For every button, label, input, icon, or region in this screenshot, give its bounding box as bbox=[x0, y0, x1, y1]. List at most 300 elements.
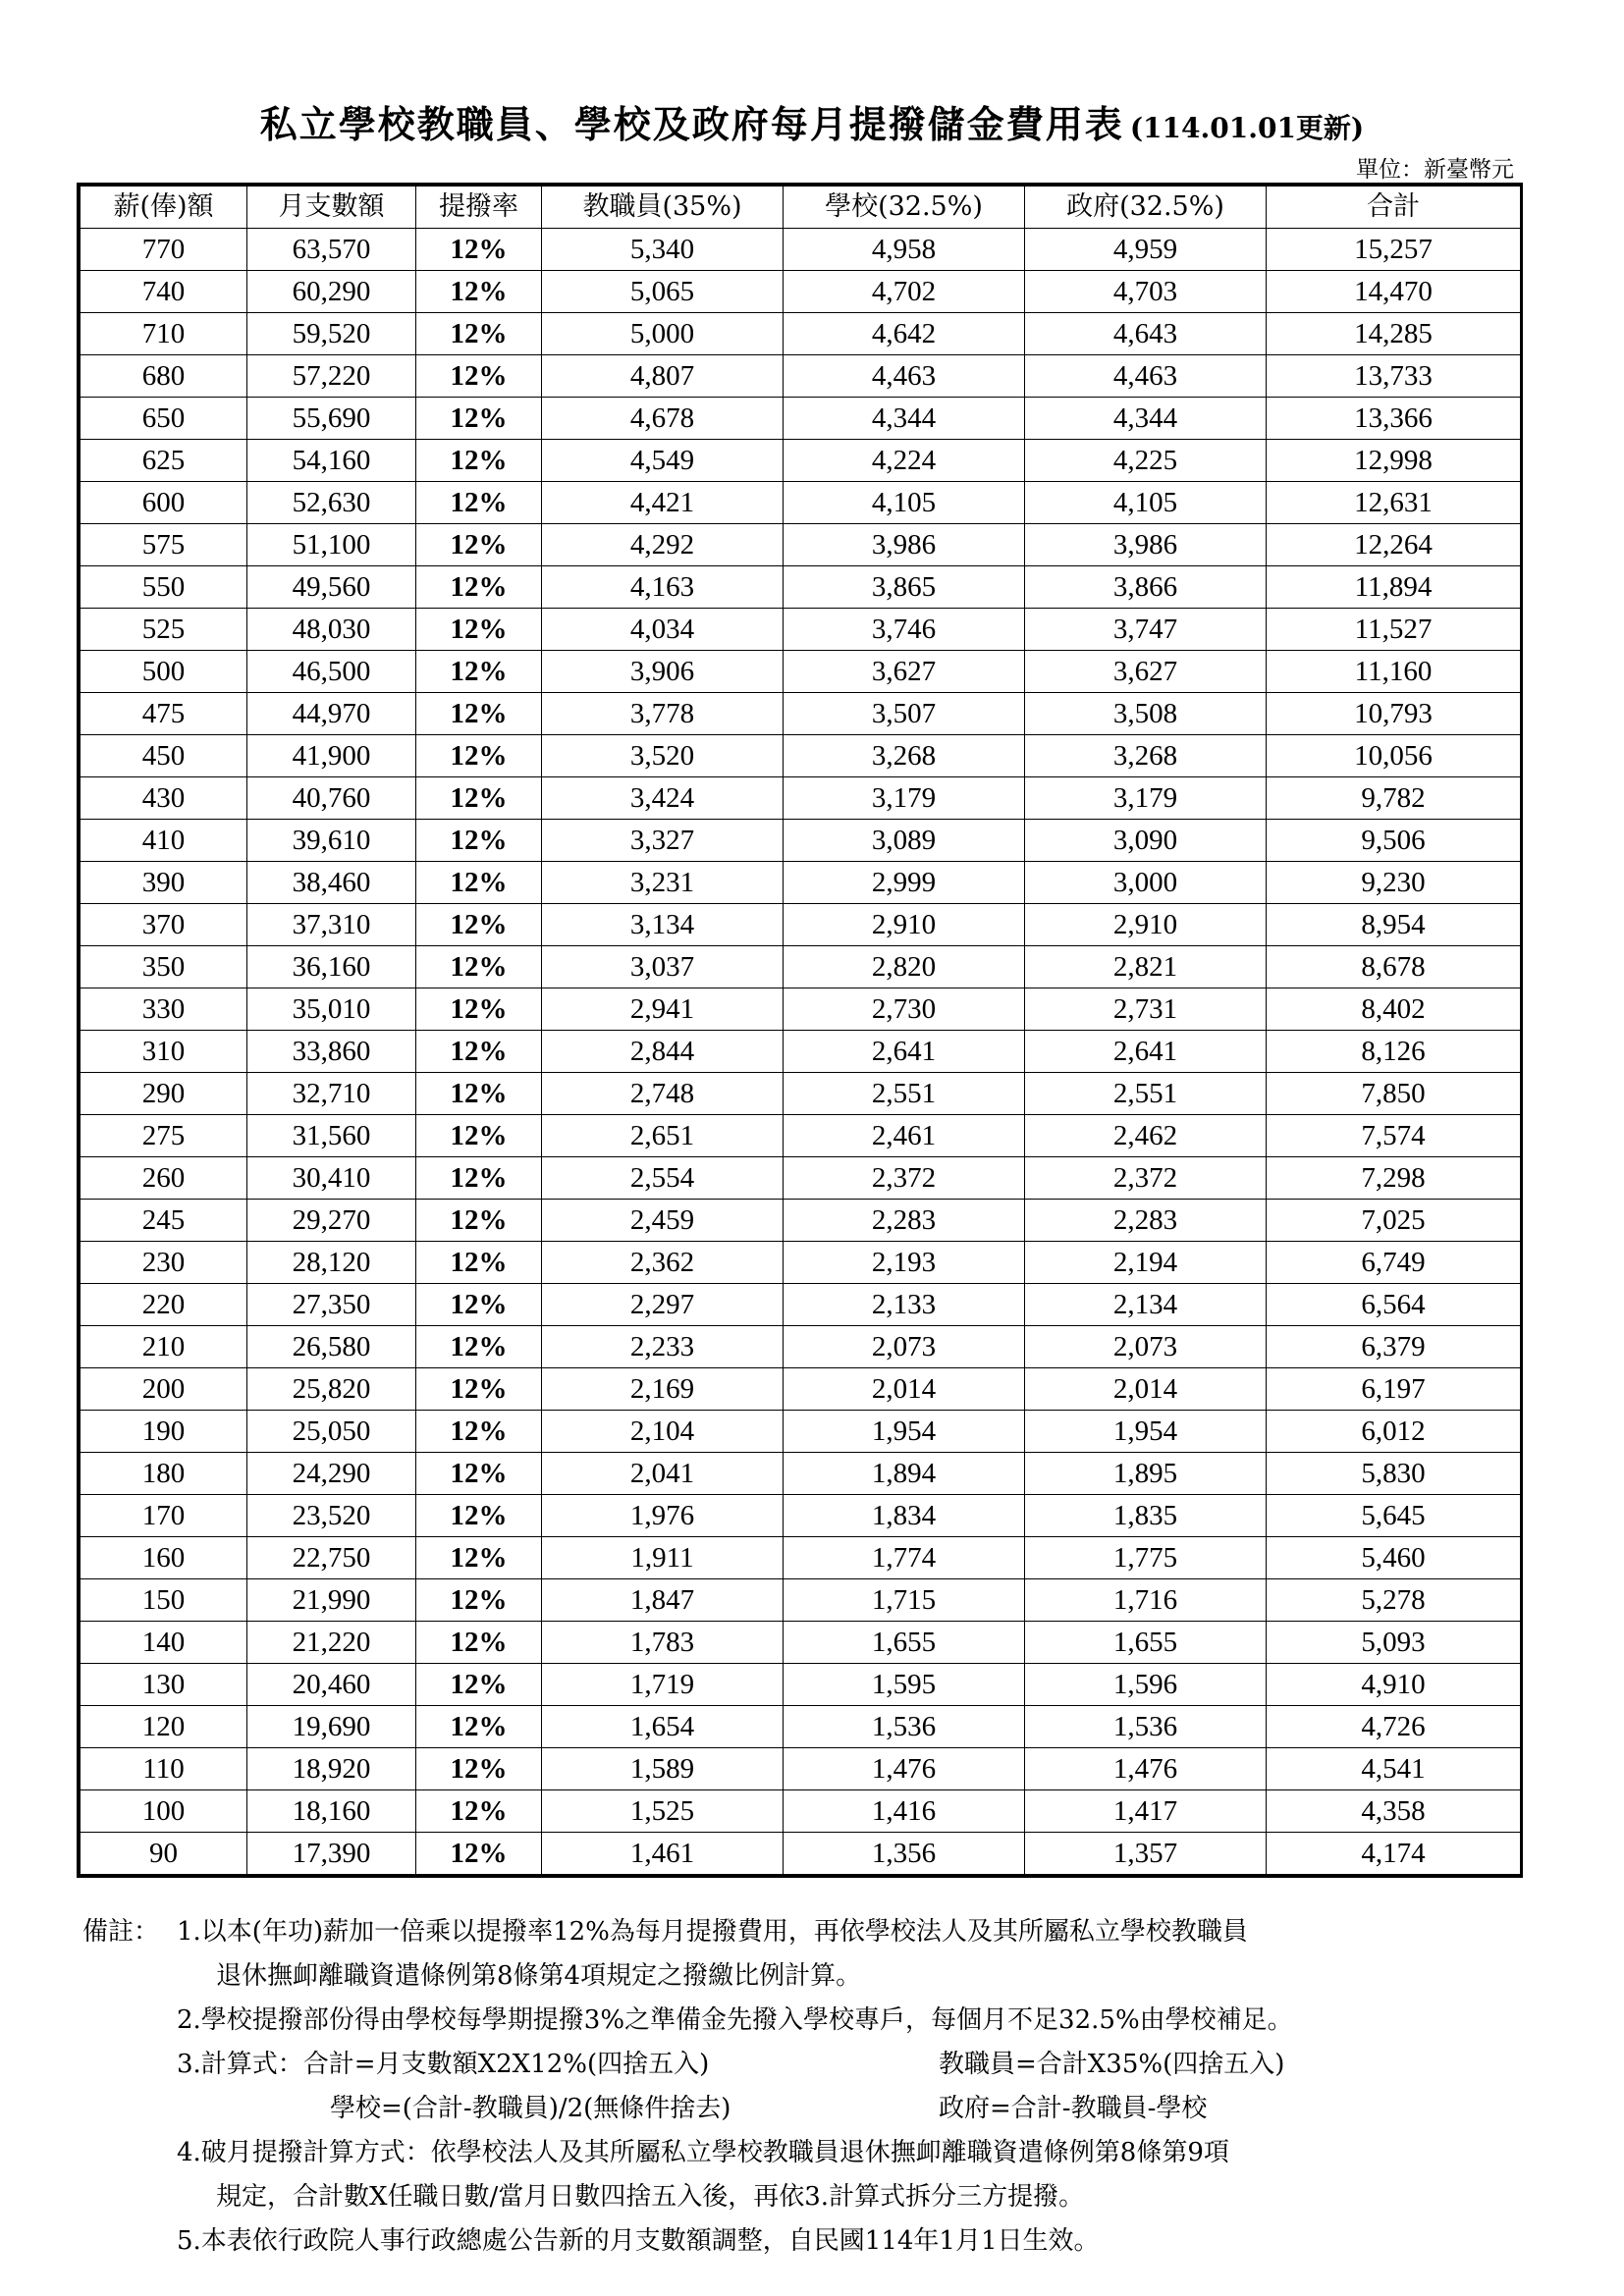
cell-monthly-amount: 25,050 bbox=[247, 1411, 416, 1453]
cell-salary: 600 bbox=[81, 482, 247, 524]
cell-total: 6,379 bbox=[1267, 1326, 1521, 1368]
table-row bbox=[81, 946, 1521, 988]
cell-monthly-amount: 44,970 bbox=[247, 693, 416, 735]
cell-staff: 2,169 bbox=[542, 1368, 784, 1411]
cell-rate: 12% bbox=[416, 1242, 542, 1284]
cell-salary: 450 bbox=[81, 735, 247, 777]
cell-monthly-amount: 31,560 bbox=[247, 1115, 416, 1157]
cell-rate: 12% bbox=[416, 1453, 542, 1495]
cell-salary: 475 bbox=[81, 693, 247, 735]
cell-monthly-amount: 36,160 bbox=[247, 946, 416, 988]
cell-staff: 4,549 bbox=[542, 440, 784, 482]
cell-rate: 12% bbox=[416, 735, 542, 777]
cell-monthly-amount: 35,010 bbox=[247, 988, 416, 1031]
cell-school: 3,986 bbox=[784, 524, 1025, 566]
cell-monthly-amount: 21,220 bbox=[247, 1622, 416, 1664]
cell-staff: 5,065 bbox=[542, 271, 784, 313]
cell-rate: 12% bbox=[416, 1748, 542, 1790]
cell-total: 7,298 bbox=[1267, 1157, 1521, 1200]
cell-staff: 4,421 bbox=[542, 482, 784, 524]
cell-school: 1,595 bbox=[784, 1664, 1025, 1706]
cell-rate: 12% bbox=[416, 1326, 542, 1368]
table-row bbox=[81, 1706, 1521, 1748]
cell-rate: 12% bbox=[416, 693, 542, 735]
cell-rate: 12% bbox=[416, 988, 542, 1031]
cell-school: 2,193 bbox=[784, 1242, 1025, 1284]
cell-monthly-amount: 52,630 bbox=[247, 482, 416, 524]
title-text: 私立學校教職員、學校及政府每月提撥儲金費用表 bbox=[259, 102, 1124, 146]
cell-monthly-amount: 21,990 bbox=[247, 1579, 416, 1622]
table-row bbox=[81, 1115, 1521, 1157]
cell-total: 5,093 bbox=[1267, 1622, 1521, 1664]
cell-school: 1,476 bbox=[784, 1748, 1025, 1790]
table-row bbox=[81, 271, 1521, 313]
cell-rate: 12% bbox=[416, 1031, 542, 1073]
table-row bbox=[81, 398, 1521, 440]
cell-staff: 2,941 bbox=[542, 988, 784, 1031]
cell-rate: 12% bbox=[416, 1284, 542, 1326]
header-salary: 薪(俸)額 bbox=[81, 187, 247, 229]
cell-total: 4,541 bbox=[1267, 1748, 1521, 1790]
cell-government: 3,866 bbox=[1025, 566, 1267, 609]
cell-monthly-amount: 18,160 bbox=[247, 1790, 416, 1833]
table-row bbox=[81, 1031, 1521, 1073]
cell-school: 1,954 bbox=[784, 1411, 1025, 1453]
table-row bbox=[81, 988, 1521, 1031]
table-row bbox=[81, 1200, 1521, 1242]
table-row bbox=[81, 693, 1521, 735]
header-school: 學校(32.5%) bbox=[784, 187, 1025, 229]
cell-salary: 90 bbox=[81, 1833, 247, 1875]
cell-monthly-amount: 59,520 bbox=[247, 313, 416, 355]
cell-rate: 12% bbox=[416, 355, 542, 398]
cell-rate: 12% bbox=[416, 1622, 542, 1664]
cell-government: 4,344 bbox=[1025, 398, 1267, 440]
cell-total: 5,830 bbox=[1267, 1453, 1521, 1495]
cell-government: 4,703 bbox=[1025, 271, 1267, 313]
contribution-table bbox=[77, 183, 1523, 1878]
cell-government: 1,536 bbox=[1025, 1706, 1267, 1748]
cell-government: 4,225 bbox=[1025, 440, 1267, 482]
cell-school: 3,507 bbox=[784, 693, 1025, 735]
cell-government: 3,747 bbox=[1025, 609, 1267, 651]
cell-school: 2,551 bbox=[784, 1073, 1025, 1115]
cell-school: 3,179 bbox=[784, 777, 1025, 820]
cell-government: 1,476 bbox=[1025, 1748, 1267, 1790]
table-row bbox=[81, 1411, 1521, 1453]
cell-government: 2,821 bbox=[1025, 946, 1267, 988]
cell-salary: 130 bbox=[81, 1664, 247, 1706]
table-row bbox=[81, 313, 1521, 355]
cell-total: 8,678 bbox=[1267, 946, 1521, 988]
cell-total: 9,506 bbox=[1267, 820, 1521, 862]
cell-salary: 190 bbox=[81, 1411, 247, 1453]
cell-staff: 2,748 bbox=[542, 1073, 784, 1115]
cell-monthly-amount: 49,560 bbox=[247, 566, 416, 609]
cell-rate: 12% bbox=[416, 777, 542, 820]
cell-government: 2,462 bbox=[1025, 1115, 1267, 1157]
cell-monthly-amount: 55,690 bbox=[247, 398, 416, 440]
cell-total: 7,850 bbox=[1267, 1073, 1521, 1115]
cell-total: 8,402 bbox=[1267, 988, 1521, 1031]
cell-salary: 210 bbox=[81, 1326, 247, 1368]
table-row bbox=[81, 1284, 1521, 1326]
cell-monthly-amount: 39,610 bbox=[247, 820, 416, 862]
cell-total: 13,366 bbox=[1267, 398, 1521, 440]
cell-rate: 12% bbox=[416, 1368, 542, 1411]
table-row bbox=[81, 1537, 1521, 1579]
cell-government: 2,910 bbox=[1025, 904, 1267, 946]
cell-rate: 12% bbox=[416, 229, 542, 271]
table-row bbox=[81, 440, 1521, 482]
note-2: 2.學校提撥部份得由學校每學期提撥3%之準備金先撥入學校專戶，每個月不足32.5%由學校補足。 bbox=[177, 2005, 1293, 2035]
table-row bbox=[81, 1622, 1521, 1664]
note-4-line-1: 4.破月提撥計算方式：依學校法人及其所屬私立學校教職員退休撫卹離職資遣條例第8條第9項 bbox=[177, 2138, 1229, 2167]
cell-rate: 12% bbox=[416, 1115, 542, 1157]
cell-monthly-amount: 48,030 bbox=[247, 609, 416, 651]
table-row bbox=[81, 1833, 1521, 1875]
cell-salary: 550 bbox=[81, 566, 247, 609]
cell-total: 14,470 bbox=[1267, 271, 1521, 313]
cell-salary: 330 bbox=[81, 988, 247, 1031]
cell-total: 4,910 bbox=[1267, 1664, 1521, 1706]
cell-salary: 260 bbox=[81, 1157, 247, 1200]
cell-monthly-amount: 26,580 bbox=[247, 1326, 416, 1368]
cell-total: 12,264 bbox=[1267, 524, 1521, 566]
cell-rate: 12% bbox=[416, 1706, 542, 1748]
table-row bbox=[81, 1368, 1521, 1411]
cell-total: 11,527 bbox=[1267, 609, 1521, 651]
table-row bbox=[81, 1157, 1521, 1200]
cell-salary: 100 bbox=[81, 1790, 247, 1833]
cell-school: 2,372 bbox=[784, 1157, 1025, 1200]
cell-government: 3,179 bbox=[1025, 777, 1267, 820]
cell-school: 4,702 bbox=[784, 271, 1025, 313]
cell-monthly-amount: 19,690 bbox=[247, 1706, 416, 1748]
cell-school: 1,536 bbox=[784, 1706, 1025, 1748]
cell-monthly-amount: 32,710 bbox=[247, 1073, 416, 1115]
cell-government: 3,090 bbox=[1025, 820, 1267, 862]
cell-staff: 3,037 bbox=[542, 946, 784, 988]
cell-salary: 290 bbox=[81, 1073, 247, 1115]
cell-staff: 1,976 bbox=[542, 1495, 784, 1537]
table-row bbox=[81, 1664, 1521, 1706]
cell-staff: 2,651 bbox=[542, 1115, 784, 1157]
cell-monthly-amount: 38,460 bbox=[247, 862, 416, 904]
cell-staff: 3,327 bbox=[542, 820, 784, 862]
table-row bbox=[81, 1326, 1521, 1368]
cell-government: 2,073 bbox=[1025, 1326, 1267, 1368]
cell-rate: 12% bbox=[416, 1790, 542, 1833]
cell-school: 2,283 bbox=[784, 1200, 1025, 1242]
cell-government: 4,105 bbox=[1025, 482, 1267, 524]
cell-salary: 170 bbox=[81, 1495, 247, 1537]
cell-rate: 12% bbox=[416, 1073, 542, 1115]
cell-monthly-amount: 18,920 bbox=[247, 1748, 416, 1790]
cell-salary: 110 bbox=[81, 1748, 247, 1790]
cell-school: 3,268 bbox=[784, 735, 1025, 777]
cell-school: 3,865 bbox=[784, 566, 1025, 609]
cell-government: 1,716 bbox=[1025, 1579, 1267, 1622]
cell-school: 2,999 bbox=[784, 862, 1025, 904]
cell-staff: 2,104 bbox=[542, 1411, 784, 1453]
cell-staff: 1,911 bbox=[542, 1537, 784, 1579]
cell-staff: 2,554 bbox=[542, 1157, 784, 1200]
cell-staff: 1,847 bbox=[542, 1579, 784, 1622]
table-row bbox=[81, 524, 1521, 566]
cell-rate: 12% bbox=[416, 904, 542, 946]
header-staff: 教職員(35%) bbox=[542, 187, 784, 229]
cell-school: 4,958 bbox=[784, 229, 1025, 271]
cell-total: 12,998 bbox=[1267, 440, 1521, 482]
cell-monthly-amount: 28,120 bbox=[247, 1242, 416, 1284]
cell-government: 1,357 bbox=[1025, 1833, 1267, 1875]
cell-government: 3,508 bbox=[1025, 693, 1267, 735]
cell-government: 4,463 bbox=[1025, 355, 1267, 398]
table-row bbox=[81, 355, 1521, 398]
cell-staff: 2,459 bbox=[542, 1200, 784, 1242]
cell-staff: 3,134 bbox=[542, 904, 784, 946]
cell-rate: 12% bbox=[416, 566, 542, 609]
cell-school: 2,820 bbox=[784, 946, 1025, 988]
cell-monthly-amount: 24,290 bbox=[247, 1453, 416, 1495]
cell-rate: 12% bbox=[416, 1664, 542, 1706]
table-row bbox=[81, 735, 1521, 777]
note-3-formula-total: 3.計算式：合計=月支數額X2X12%(四捨五入) bbox=[177, 2050, 710, 2079]
cell-staff: 4,678 bbox=[542, 398, 784, 440]
cell-government: 1,655 bbox=[1025, 1622, 1267, 1664]
table-row bbox=[81, 1242, 1521, 1284]
cell-rate: 12% bbox=[416, 651, 542, 693]
cell-school: 3,627 bbox=[784, 651, 1025, 693]
currency-unit: 單位：新臺幣元 bbox=[1356, 157, 1514, 183]
cell-salary: 275 bbox=[81, 1115, 247, 1157]
table-row bbox=[81, 777, 1521, 820]
cell-total: 8,126 bbox=[1267, 1031, 1521, 1073]
cell-staff: 2,844 bbox=[542, 1031, 784, 1073]
cell-total: 6,749 bbox=[1267, 1242, 1521, 1284]
cell-school: 4,224 bbox=[784, 440, 1025, 482]
cell-monthly-amount: 46,500 bbox=[247, 651, 416, 693]
table-row bbox=[81, 1790, 1521, 1833]
cell-government: 4,643 bbox=[1025, 313, 1267, 355]
cell-total: 5,645 bbox=[1267, 1495, 1521, 1537]
cell-total: 7,025 bbox=[1267, 1200, 1521, 1242]
cell-salary: 390 bbox=[81, 862, 247, 904]
cell-salary: 310 bbox=[81, 1031, 247, 1073]
table-row bbox=[81, 862, 1521, 904]
cell-staff: 3,520 bbox=[542, 735, 784, 777]
cell-total: 12,631 bbox=[1267, 482, 1521, 524]
update-date: (114.01.01更新) bbox=[1129, 112, 1365, 144]
cell-staff: 1,719 bbox=[542, 1664, 784, 1706]
cell-salary: 200 bbox=[81, 1368, 247, 1411]
cell-salary: 525 bbox=[81, 609, 247, 651]
table-header-row bbox=[81, 187, 1521, 229]
cell-total: 13,733 bbox=[1267, 355, 1521, 398]
cell-total: 4,726 bbox=[1267, 1706, 1521, 1748]
cell-rate: 12% bbox=[416, 271, 542, 313]
cell-rate: 12% bbox=[416, 440, 542, 482]
header-rate: 提撥率 bbox=[416, 187, 542, 229]
cell-salary: 770 bbox=[81, 229, 247, 271]
cell-total: 8,954 bbox=[1267, 904, 1521, 946]
cell-total: 10,793 bbox=[1267, 693, 1521, 735]
cell-staff: 1,461 bbox=[542, 1833, 784, 1875]
cell-salary: 150 bbox=[81, 1579, 247, 1622]
cell-school: 2,730 bbox=[784, 988, 1025, 1031]
table-row bbox=[81, 1073, 1521, 1115]
cell-school: 2,073 bbox=[784, 1326, 1025, 1368]
cell-salary: 180 bbox=[81, 1453, 247, 1495]
cell-government: 2,014 bbox=[1025, 1368, 1267, 1411]
cell-staff: 2,233 bbox=[542, 1326, 784, 1368]
note-4-line-2: 規定，合計數X任職日數/當月日數四捨五入後，再依3.計算式拆分三方提撥。 bbox=[216, 2182, 1085, 2212]
cell-staff: 2,362 bbox=[542, 1242, 784, 1284]
cell-staff: 4,807 bbox=[542, 355, 784, 398]
table-row bbox=[81, 229, 1521, 271]
note-3-formula-school: 學校=(合計-教職員)/2(無條件捨去) bbox=[330, 2094, 731, 2123]
cell-monthly-amount: 29,270 bbox=[247, 1200, 416, 1242]
cell-rate: 12% bbox=[416, 946, 542, 988]
cell-total: 7,574 bbox=[1267, 1115, 1521, 1157]
cell-government: 4,959 bbox=[1025, 229, 1267, 271]
header-total: 合計 bbox=[1267, 187, 1521, 229]
cell-total: 4,358 bbox=[1267, 1790, 1521, 1833]
cell-school: 4,344 bbox=[784, 398, 1025, 440]
cell-government: 1,596 bbox=[1025, 1664, 1267, 1706]
table-row bbox=[81, 1453, 1521, 1495]
cell-total: 14,285 bbox=[1267, 313, 1521, 355]
cell-staff: 2,297 bbox=[542, 1284, 784, 1326]
cell-total: 15,257 bbox=[1267, 229, 1521, 271]
cell-total: 11,894 bbox=[1267, 566, 1521, 609]
cell-monthly-amount: 60,290 bbox=[247, 271, 416, 313]
cell-monthly-amount: 54,160 bbox=[247, 440, 416, 482]
cell-monthly-amount: 22,750 bbox=[247, 1537, 416, 1579]
cell-salary: 650 bbox=[81, 398, 247, 440]
cell-rate: 12% bbox=[416, 1833, 542, 1875]
cell-monthly-amount: 25,820 bbox=[247, 1368, 416, 1411]
cell-rate: 12% bbox=[416, 398, 542, 440]
cell-monthly-amount: 33,860 bbox=[247, 1031, 416, 1073]
note-1-line-1: 1.以本(年功)薪加一倍乘以提撥率12%為每月提撥費用，再依學校法人及其所屬私立學校教職員 bbox=[177, 1917, 1248, 1947]
cell-school: 4,105 bbox=[784, 482, 1025, 524]
cell-salary: 245 bbox=[81, 1200, 247, 1242]
table-row bbox=[81, 1748, 1521, 1790]
cell-total: 10,056 bbox=[1267, 735, 1521, 777]
cell-total: 9,230 bbox=[1267, 862, 1521, 904]
cell-monthly-amount: 57,220 bbox=[247, 355, 416, 398]
cell-government: 2,194 bbox=[1025, 1242, 1267, 1284]
cell-government: 2,551 bbox=[1025, 1073, 1267, 1115]
cell-rate: 12% bbox=[416, 482, 542, 524]
cell-rate: 12% bbox=[416, 1157, 542, 1200]
cell-salary: 140 bbox=[81, 1622, 247, 1664]
cell-rate: 12% bbox=[416, 313, 542, 355]
cell-staff: 4,292 bbox=[542, 524, 784, 566]
table-row bbox=[81, 1495, 1521, 1537]
cell-salary: 230 bbox=[81, 1242, 247, 1284]
cell-government: 2,283 bbox=[1025, 1200, 1267, 1242]
cell-salary: 710 bbox=[81, 313, 247, 355]
table-row bbox=[81, 482, 1521, 524]
cell-school: 3,746 bbox=[784, 609, 1025, 651]
cell-monthly-amount: 23,520 bbox=[247, 1495, 416, 1537]
cell-salary: 350 bbox=[81, 946, 247, 988]
cell-rate: 12% bbox=[416, 1495, 542, 1537]
cell-school: 4,463 bbox=[784, 355, 1025, 398]
cell-government: 1,835 bbox=[1025, 1495, 1267, 1537]
table-row bbox=[81, 609, 1521, 651]
cell-staff: 3,778 bbox=[542, 693, 784, 735]
cell-salary: 500 bbox=[81, 651, 247, 693]
cell-total: 6,012 bbox=[1267, 1411, 1521, 1453]
cell-rate: 12% bbox=[416, 609, 542, 651]
cell-school: 2,014 bbox=[784, 1368, 1025, 1411]
cell-monthly-amount: 27,350 bbox=[247, 1284, 416, 1326]
cell-school: 1,834 bbox=[784, 1495, 1025, 1537]
cell-total: 6,197 bbox=[1267, 1368, 1521, 1411]
cell-school: 2,641 bbox=[784, 1031, 1025, 1073]
cell-salary: 680 bbox=[81, 355, 247, 398]
notes-label: 備註： bbox=[82, 1917, 160, 1947]
table-row bbox=[81, 820, 1521, 862]
cell-school: 2,910 bbox=[784, 904, 1025, 946]
cell-salary: 160 bbox=[81, 1537, 247, 1579]
cell-staff: 5,000 bbox=[542, 313, 784, 355]
cell-rate: 12% bbox=[416, 1411, 542, 1453]
cell-school: 2,133 bbox=[784, 1284, 1025, 1326]
cell-total: 6,564 bbox=[1267, 1284, 1521, 1326]
table-row bbox=[81, 566, 1521, 609]
cell-rate: 12% bbox=[416, 524, 542, 566]
cell-school: 1,715 bbox=[784, 1579, 1025, 1622]
cell-staff: 5,340 bbox=[542, 229, 784, 271]
table-row bbox=[81, 904, 1521, 946]
cell-rate: 12% bbox=[416, 1200, 542, 1242]
cell-school: 1,655 bbox=[784, 1622, 1025, 1664]
cell-staff: 4,163 bbox=[542, 566, 784, 609]
cell-school: 1,356 bbox=[784, 1833, 1025, 1875]
cell-salary: 575 bbox=[81, 524, 247, 566]
note-3-formula-staff: 教職員=合計X35%(四捨五入) bbox=[939, 2050, 1285, 2079]
header-government: 政府(32.5%) bbox=[1025, 187, 1267, 229]
notes-section bbox=[82, 1910, 1536, 2264]
cell-government: 2,372 bbox=[1025, 1157, 1267, 1200]
cell-total: 11,160 bbox=[1267, 651, 1521, 693]
cell-government: 1,417 bbox=[1025, 1790, 1267, 1833]
cell-government: 2,731 bbox=[1025, 988, 1267, 1031]
cell-monthly-amount: 63,570 bbox=[247, 229, 416, 271]
table-row bbox=[81, 651, 1521, 693]
cell-total: 5,460 bbox=[1267, 1537, 1521, 1579]
cell-monthly-amount: 17,390 bbox=[247, 1833, 416, 1875]
cell-salary: 625 bbox=[81, 440, 247, 482]
cell-monthly-amount: 51,100 bbox=[247, 524, 416, 566]
document-title bbox=[0, 94, 1624, 148]
cell-salary: 740 bbox=[81, 271, 247, 313]
cell-government: 1,895 bbox=[1025, 1453, 1267, 1495]
cell-rate: 12% bbox=[416, 1579, 542, 1622]
cell-rate: 12% bbox=[416, 820, 542, 862]
cell-salary: 220 bbox=[81, 1284, 247, 1326]
cell-government: 3,986 bbox=[1025, 524, 1267, 566]
cell-total: 9,782 bbox=[1267, 777, 1521, 820]
cell-salary: 430 bbox=[81, 777, 247, 820]
cell-rate: 12% bbox=[416, 1537, 542, 1579]
note-5: 5.本表依行政院人事行政總處公告新的月支數額調整，自民國114年1月1日生效。 bbox=[177, 2226, 1100, 2256]
